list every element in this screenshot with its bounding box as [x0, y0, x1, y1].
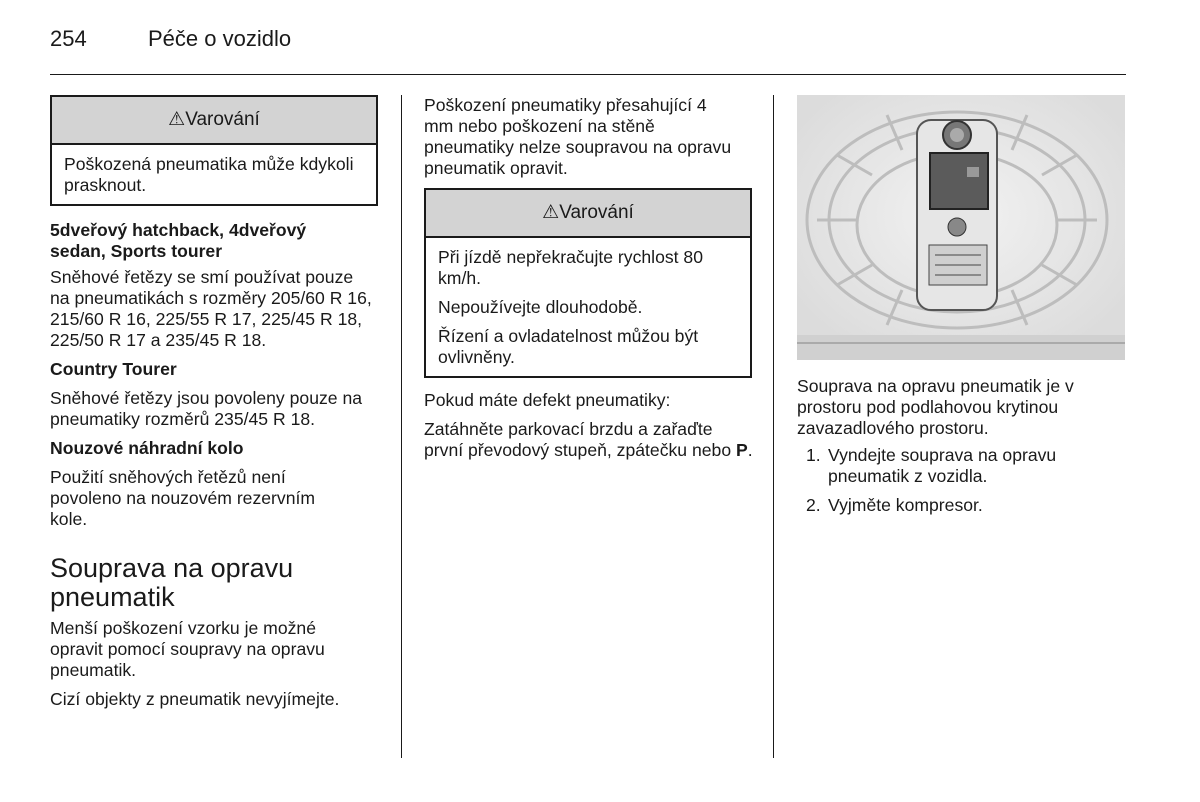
list-item [797, 495, 1125, 516]
paragraph-parking-brake [424, 419, 754, 461]
paragraph-kit-location: Souprava na opravu pneumatik je v prostoru pod podlahovou krytinou zavazadlového prostoru. [797, 376, 1074, 438]
column-divider-1 [401, 95, 402, 758]
warning-speed: Při jízdě nepřekračujte rychlost 80 km/h. [438, 247, 704, 288]
paragraph-country-tourer: Sněhové řetězy jsou povoleny pouze na pneumatiky rozměrů 235/45 R 18. [50, 388, 363, 429]
warning-header [52, 97, 376, 145]
page-header [50, 26, 291, 52]
column-2 [424, 95, 752, 461]
paragraph-minor-damage: Menší poškození vzorku je možné opravit pomocí soupravy na opravu pneumatik. [50, 618, 325, 680]
warning-text: Poškozená pneumatika může kdykoli prasknout. [64, 154, 354, 195]
repair-kit-illustration [797, 95, 1125, 360]
warning-triangle-icon: ⚠ [168, 109, 186, 130]
column-1 [50, 95, 378, 710]
parking-brake-end: . [747, 440, 753, 460]
subheading-spare-wheel: Nouzové náhradní kolo [50, 438, 244, 458]
header-rule [50, 74, 1126, 75]
warning-duration: Nepoužívejte dlouhodobě. [438, 297, 643, 317]
subheading-country-tourer: Country Tourer [50, 359, 177, 379]
step-text: Vyndejte souprava na opravu pneumatik z vozidla. [828, 445, 1057, 486]
warning-title: Varování [185, 109, 260, 130]
warning-body [52, 145, 376, 204]
list-item [797, 445, 1125, 487]
subheading-models: 5dveřový hatchback, 4dveřový sedan, Sports tourer [50, 220, 307, 261]
section-heading: Souprava na opravu pneumatik [50, 553, 294, 612]
column-3 [797, 376, 1125, 516]
paragraph-spare-wheel: Použití sněhových řetězů není povoleno na nouzovém rezervním kole. [50, 467, 316, 529]
warning-handling: Řízení a ovladatelnost můžou být ovlivněny. [438, 326, 699, 367]
warning-body [426, 238, 750, 376]
step-number: 1. [806, 445, 821, 465]
warning-triangle-icon: ⚠ [542, 202, 560, 223]
parking-brake-text: Zatáhněte parkovací brzdu a zařaďte první převodový stupeň, zpátečku nebo [424, 419, 736, 460]
warning-header [426, 190, 750, 238]
column-divider-2 [773, 95, 774, 758]
repair-kit-figure [797, 95, 1125, 360]
gear-p-label: P [736, 440, 748, 460]
warning-box-1 [50, 95, 378, 206]
warning-title: Varování [559, 202, 634, 223]
paragraph-if-defect: Pokud máte defekt pneumatiky: [424, 390, 671, 410]
step-number: 2. [806, 495, 821, 515]
steps-list [797, 445, 1125, 516]
step-text: Vyjměte kompresor. [828, 495, 983, 515]
paragraph-damage-limit: Poškození pneumatiky přesahující 4 mm nebo poškození na stěně pneumatiky nelze soupravou na opravu pneumatik opravit. [424, 95, 732, 178]
section-title: Péče o vozidlo [148, 26, 292, 51]
warning-box-2 [424, 188, 752, 378]
paragraph-foreign-objects: Cizí objekty z pneumatik nevyjímejte. [50, 689, 340, 709]
page-number: 254 [50, 26, 87, 51]
paragraph-chain-sizes: Sněhové řetězy se smí používat pouze na pneumatikách s rozměry 205/60 R 16, 215/60 R 16, 225/55 R 17, 225/45 R 18, 225/50 R 17 a 235/45 R 18. [50, 267, 372, 350]
